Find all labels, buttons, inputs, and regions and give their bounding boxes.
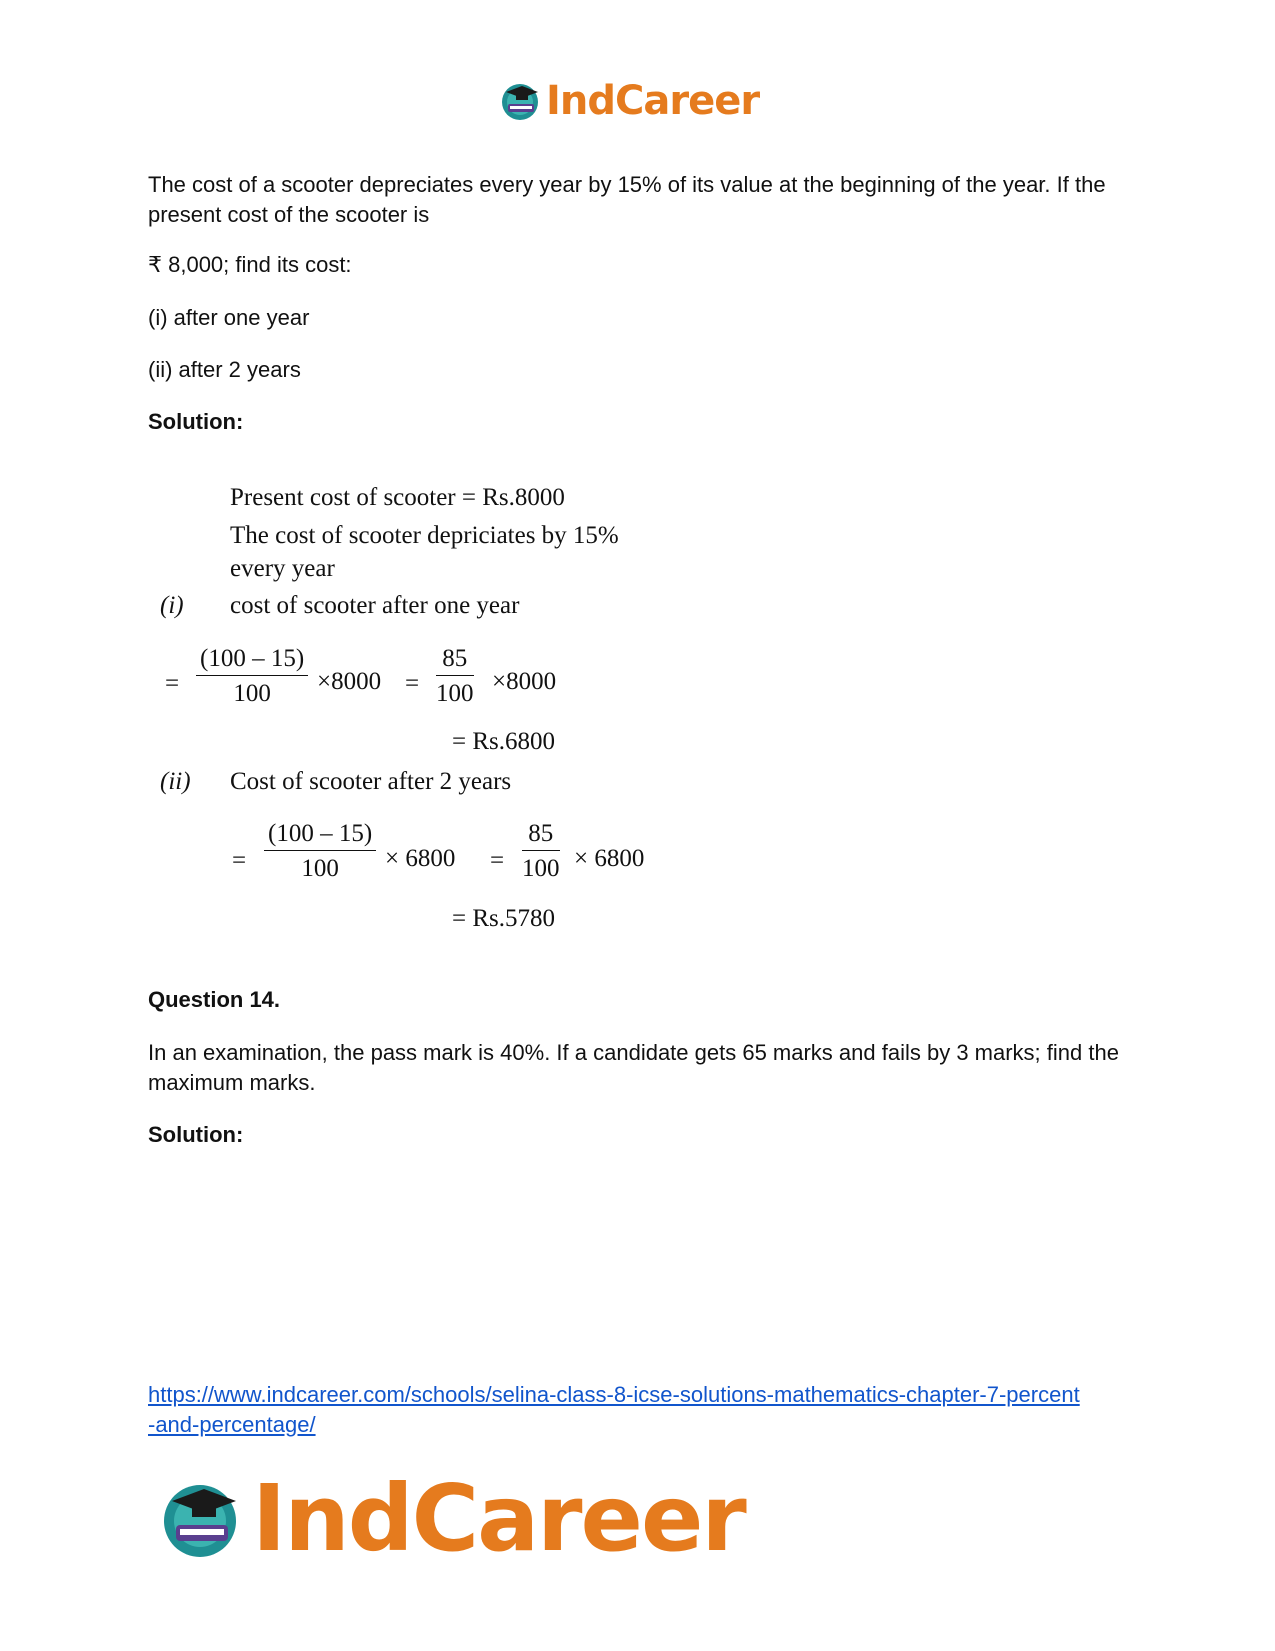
equals-sign: = [490,847,505,874]
fraction-100-minus-15-over-100 [264,820,376,883]
footer-url-line-2: -and-percentage/ [148,1412,316,1437]
equals-sign: = [405,670,420,697]
part-i-heading: cost of scooter after one year [230,592,520,619]
result-after-two-years: = Rs.5780 [452,905,556,932]
fraction-85-over-100 [522,820,560,883]
question-text: The cost of a scooter depreciates every year by 15% of its value at the beginning of the year. If the present cost of the scooter is [148,172,1106,227]
result-after-one-year: = Rs.6800 [452,728,556,755]
part-ii-label: (ii) [160,768,191,795]
footer-url-link[interactable] [148,1382,1080,1437]
fraction-denominator: 100 [522,855,560,882]
times-8000: ×8000 [317,668,382,695]
brand-logo-top [500,78,759,124]
fraction-100-minus-15-over-100 [196,645,308,708]
fraction-numerator: 85 [436,645,474,676]
question-cost-line: ₹ 8,000; find its cost: [148,252,352,277]
solution-label: Solution: [148,1122,244,1147]
question-14-text: In an examination, the pass mark is 40%. If a candidate gets 65 marks and fails by 3 marks; find the maximum marks. [148,1040,1119,1095]
fraction-numerator: 85 [522,820,560,851]
brand-wordmark: IndCareer [546,78,760,124]
brand-logo-bottom [160,1465,745,1572]
graduation-globe-book-icon [500,80,542,122]
part-ii-heading: Cost of scooter after 2 years [230,768,512,795]
fraction-denominator: 100 [436,680,474,707]
equals-sign: = [165,670,180,697]
fraction-denominator: 100 [233,680,271,707]
times-8000: ×8000 [492,668,557,695]
footer-url-line-1: https://www.indcareer.com/schools/selina-class-8-icse-solutions-mathematics-chapter-7-percent [148,1382,1080,1407]
fraction-numerator: (100 – 15) [264,820,376,851]
working-line-every-year: every year [230,555,335,582]
fraction-85-over-100 [436,645,474,708]
question-part-ii: (ii) after 2 years [148,357,301,382]
solution-label: Solution: [148,409,244,434]
graduation-globe-book-icon [160,1477,244,1561]
working-line-present-cost: Present cost of scooter = Rs.8000 [230,484,565,511]
brand-wordmark: IndCareer [252,1465,745,1572]
question-14-heading: Question 14. [148,987,281,1012]
footer-url [148,1380,1138,1440]
fraction-denominator: 100 [301,855,339,882]
equals-sign: = [232,847,247,874]
question-part-i: (i) after one year [148,305,310,330]
times-6800: × 6800 [385,845,456,872]
times-6800: × 6800 [574,845,645,872]
part-i-label: (i) [160,592,184,619]
working-line-depreciation: The cost of scooter depriciates by 15% [230,522,619,549]
fraction-numerator: (100 – 15) [196,645,308,676]
